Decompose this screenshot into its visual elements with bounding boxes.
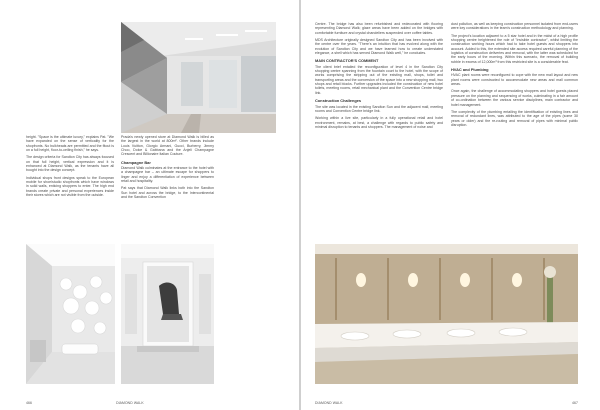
left-page-column-1: [26, 135, 114, 200]
right-page-column-2: [451, 22, 578, 130]
paragraph: Working within a live site, particularly in a fully operational retail and hotel environment, remains, at best, a challenge with regards to public safety and minimal disruption to tenants and shoppers. The management of noise and: [315, 116, 443, 129]
paragraph: Pat says that Diamond Walk links both into the Sandton Sun hotel and across the bridge, to the Intercontinental and the Sandton Convention: [121, 186, 214, 200]
left-page: [0, 0, 299, 410]
section-heading: Construction Challenges: [315, 98, 362, 104]
paragraph: The client brief entailed the reconfiguration of level 4 in the Sandton City shopping centre spanning from the fountain court to the hotel, with the scope of works comprising the stripping out of the existing mall, shops, toilet and transporting areas and the conversion of the space into a new shopping mall, two shops and retail blocks. Further upgrades included the construction of new hotel toilets, meeting rooms, retail mechanical plant and the Convention Centre bridge link.: [315, 64, 443, 95]
paragraph: The complexity of the plumbing entailing the identification of existing lines and removal of redundant lines, was attributed to the age of the pipes (some 30 years or older) and the re-routing and removal of pipes with minimal public disruption.: [451, 109, 578, 127]
corridor-photo: [121, 22, 276, 133]
folio-left: [26, 401, 144, 405]
paragraph: The design criteria for Sandton City has always focused on that full height, vertical expression and it is enhanced at Diamond Walk, as the tenants have all bought into the design concept.: [26, 155, 114, 173]
paragraph: Prada's newly opened store at Diamond Walk is billed as the largest in the world at 800m². Other brands include Louis Vuitton, Giorgio Armani, Gucci, Burberry, Jimmy Choo, Dolce & Gabbana and the Anjeli Champagne Crescent and Billionaire Italian Couture.: [121, 135, 214, 157]
paragraph: Diamond Walk culminates at the entrance to the hotel with a champagne bar – an ultimate escape for shoppers to linger and enjoy a differentiation of experience between retail and hospitality.: [121, 166, 214, 184]
paragraph: HVAC plant rooms were reconfigured to cope with the new mall layout and new plant rooms were constructed to accommodate new areas and mall common areas.: [451, 73, 578, 87]
paragraph: Individual shops front designs speak to the European mobile for shoe/studio shopfronts which have windows in solid walls, enticing shoppers to enter. The high end brands create private and personal experiences inside their stores which are not visible from the outside.: [26, 175, 114, 198]
shoe-display-photo: [121, 244, 214, 384]
right-page-column-1: [315, 22, 443, 132]
section-heading: MAIN CONTRACTOR'S COMMENT: [315, 58, 379, 64]
section-heading: Champagne Bar: [121, 159, 151, 165]
folio-title: DIAMOND WALK: [315, 401, 343, 405]
paragraph: Centre. The bridge has also been refurbished and redecorated with flooring representing Diamond Walk; glaze areas have been added on the bridges with comfortable furniture and crystal chandeliers suspended over coffee tables.: [315, 22, 443, 35]
paragraph: MDS Architecture originally designed Sandton City and has been involved with the centre over the years. "There's an intuition that has evolved along with the evolution of Sandton City and we have learned how to create understated elegance, a shell which has served Diamond Walk well," he concludes.: [315, 38, 443, 56]
lounge-photo: [26, 244, 115, 384]
paragraph: height. "Space is the ultimate luxury," explains Pat. "We have expanded on the sense of verticality for the shopfronts. No bulkheads are permitted and the fitout is on a full height, floor-to-ceiling finish," he says.: [26, 135, 114, 153]
paragraph: Once again, the challenge of accommodating shoppers and hotel guests placed pressure on the planning and sequencing of works, culminating in a fair amount of co-ordination between the various service disciplines, main contractor and hotel management.: [451, 89, 578, 107]
paragraph: dust pollution, as well as keeping construction personnel isolated from end-users were key considerations in the team's construction methodology and planning.: [451, 22, 578, 31]
folio-right: [315, 401, 578, 405]
page-number: 467: [572, 401, 578, 405]
folio-title: DIAMOND WALK: [116, 401, 144, 405]
paragraph: The project's location adjacent to a 5 star hotel and in the midst of a high profile shopping centre heightened the role of "invisible contractor", whilst limiting the construction working hours which had to take hotel guests and shoppers into account. Added to this, the extended site access required careful planning of the logistics of construction deliveries and removal, with the latter was scheduled for the early hours of the morning. Within this scenario, the removal of building rubble in excess of 12,000m³ from this restricted site is a considerable feat.: [451, 33, 578, 64]
left-page-column-2: [121, 135, 214, 202]
washroom-photo: [315, 244, 578, 384]
paragraph: The site was located in the existing Sandton Sun and the adjacent mall, meeting rooms and Convention Centre bridge link.: [315, 104, 443, 113]
page-number: 466: [26, 401, 32, 405]
section-heading: HVAC and Plumbing: [451, 67, 489, 73]
right-page: [301, 0, 600, 410]
